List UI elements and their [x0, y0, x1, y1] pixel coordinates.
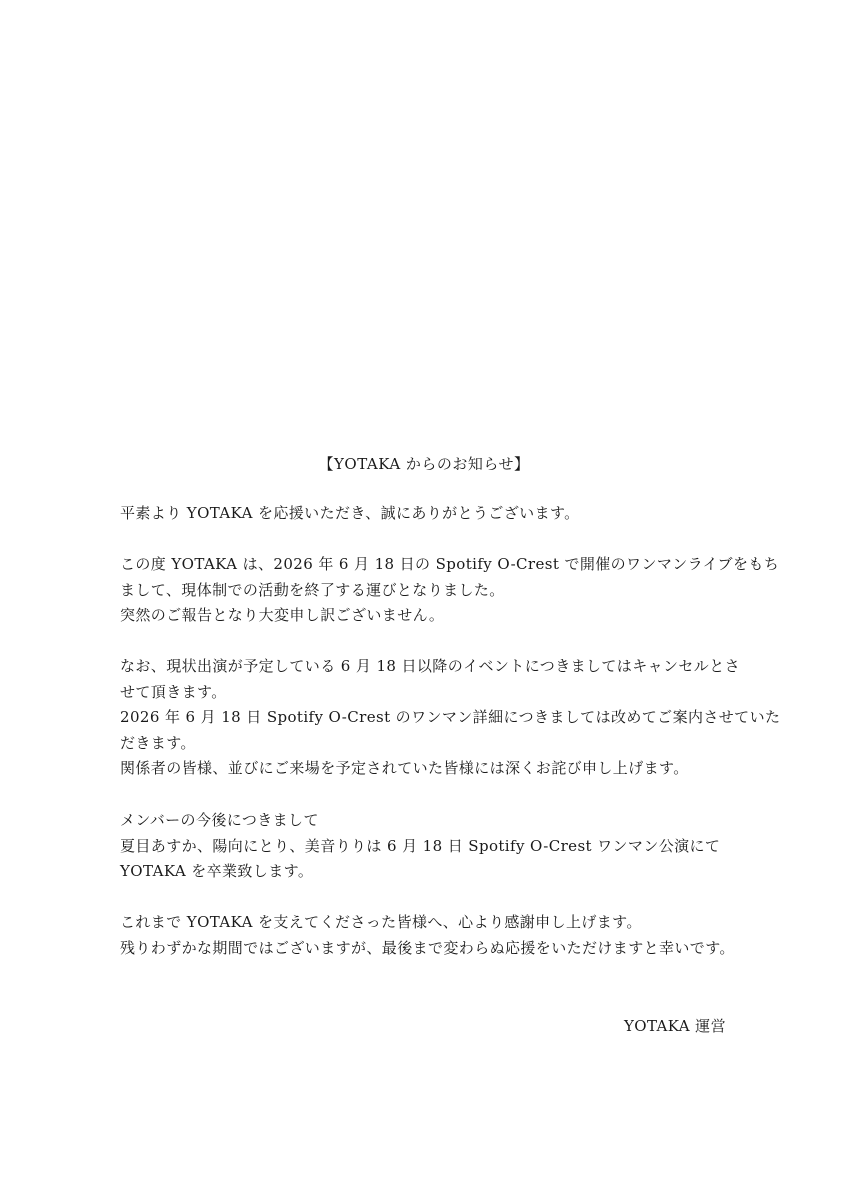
signature: YOTAKA 運営: [623, 1017, 726, 1035]
cancellation-line: せて頂きます。: [120, 682, 227, 701]
cancellation-line: 関係者の皆様、並びにご来場を予定されていた皆様には深くお詫び申し上げます。: [120, 759, 689, 777]
greeting-paragraph: [120, 501, 740, 527]
members-line: YOTAKA を卒業致します。: [120, 862, 314, 880]
thanks-paragraph: [120, 910, 740, 961]
members-paragraph: [120, 808, 740, 885]
announcement-paragraph: [120, 552, 780, 629]
greeting-line: 平素より YOTAKA を応援いただき、誠にありがとうございます。: [120, 504, 580, 522]
notice-title: 【YOTAKA からのお知らせ】: [318, 455, 530, 473]
cancellation-paragraph: [120, 654, 781, 782]
thanks-line: 残りわずかな期間ではございますが、最後まで変わらぬ応援をいただけますと幸いです。: [120, 938, 735, 957]
announcement-line: 突然のご報告となり大変申し訳ございません。: [120, 606, 445, 624]
members-line: メンバーの今後につきまして: [120, 811, 319, 829]
cancellation-line: なお、現状出演が予定している 6 月 18 日以降のイベントにつきましてはキャンセルとさ: [120, 657, 741, 675]
cancellation-line: だきます。: [120, 733, 196, 752]
thanks-line: これまで YOTAKA を支えてくださった皆様へ、心より感謝申し上げます。: [120, 913, 642, 931]
members-line: 夏目あすか、陽向にとり、美音りりは 6 月 18 日 Spotify O-Crest ワンマン公演にて: [120, 836, 721, 855]
announcement-line: まして、現体制での活動を終了する運びとなりました。: [120, 580, 505, 599]
cancellation-line: 2026 年 6 月 18 日 Spotify O-Crest のワンマン詳細につきましては改めてご案内させていた: [120, 708, 781, 726]
announcement-line: この度 YOTAKA は、2026 年 6 月 18 日の Spotify O-Crest で開催のワンマンライブをもち: [120, 555, 780, 573]
